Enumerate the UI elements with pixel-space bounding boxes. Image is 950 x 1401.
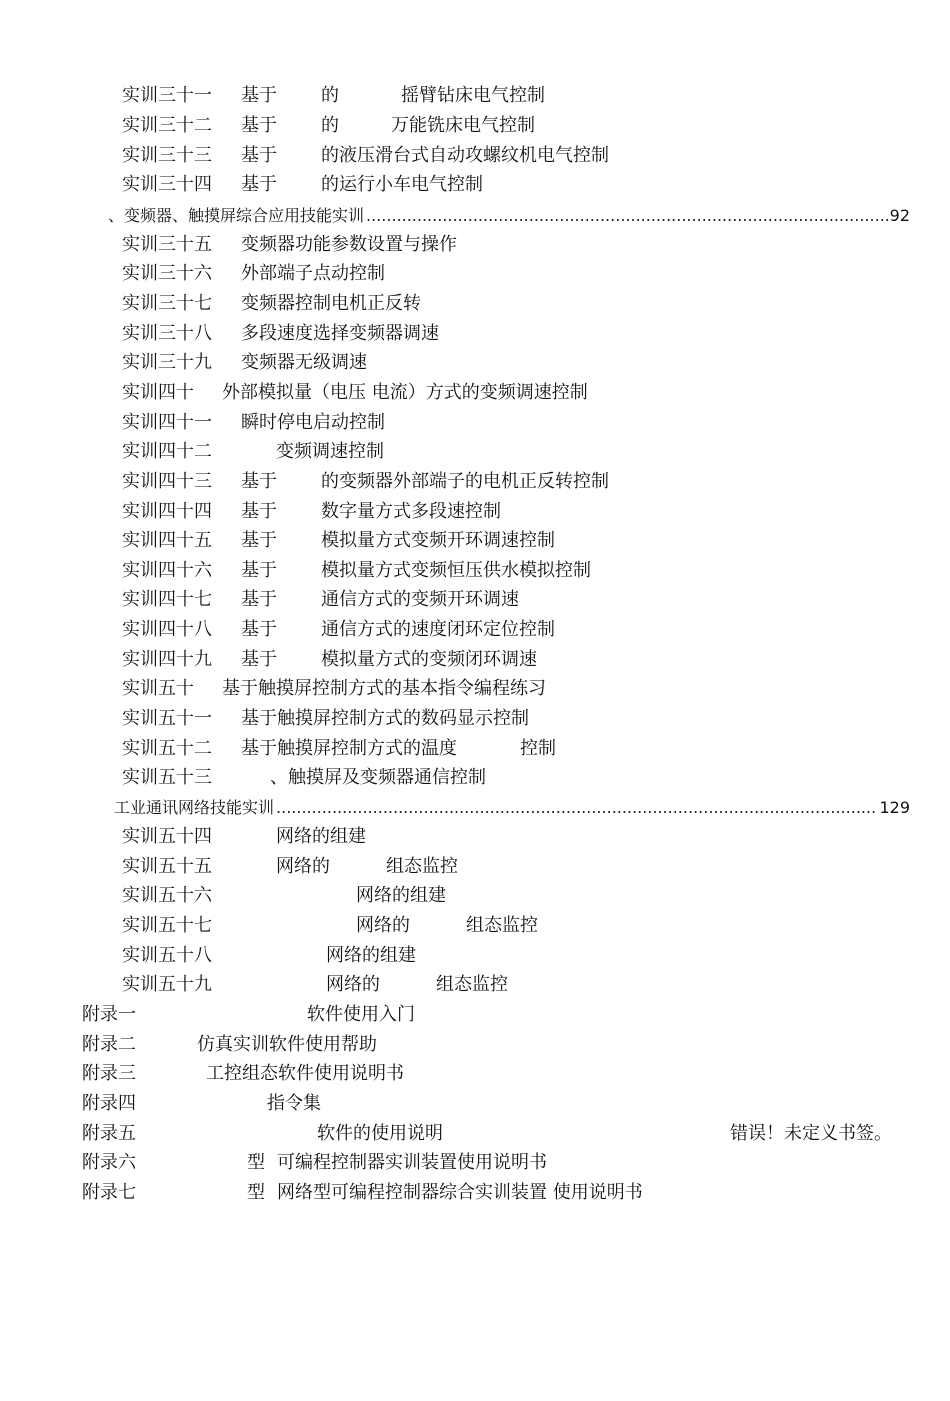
entry-number: 实训五十一 [122, 708, 212, 729]
entry-number: 实训三十三 [122, 145, 212, 166]
section-page-number: 92 [889, 206, 910, 225]
entry-text: 模拟量方式的变频闭环调速 [321, 649, 537, 670]
toc-section-heading[interactable] [108, 201, 910, 231]
entry-number: 实训五十七 [122, 915, 212, 936]
entry-text: 基于 [241, 530, 277, 551]
entry-text: 基于 [241, 589, 277, 610]
dot-leader [366, 201, 888, 231]
entry-number: 实训四十一 [122, 412, 212, 433]
entry-text: 基于 [241, 560, 277, 581]
entry-text: 瞬时停电启动控制 [241, 412, 385, 433]
entry-text: 数字量方式多段速控制 [321, 501, 501, 522]
entry-text: 摇臂钻床电气控制 [401, 85, 545, 106]
entry-text: 通信方式的变频开环调速 [321, 589, 519, 610]
entry-text: 控制 [520, 738, 556, 759]
appendix-text: 型 [247, 1182, 265, 1203]
appendix-number: 附录六 [82, 1152, 136, 1173]
dot-leader [276, 793, 877, 823]
entry-text: 网络的组建 [356, 885, 446, 906]
section-title: 、变频器、触摸屏综合应用技能实训 [108, 206, 365, 225]
entry-number: 实训五十 [122, 678, 194, 699]
appendix-text: 指令集 [267, 1093, 321, 1114]
entry-text: 通信方式的速度闭环定位控制 [321, 619, 555, 640]
entry-text: 外部模拟量（电压 电流）方式的变频调速控制 [222, 382, 588, 403]
entry-text: 网络的组建 [326, 945, 416, 966]
entry-number: 实训四十三 [122, 471, 212, 492]
entry-text: 基于 [241, 501, 277, 522]
entry-text: 外部端子点动控制 [241, 263, 385, 284]
entry-number: 实训五十二 [122, 738, 212, 759]
appendix-text: 型 [247, 1152, 265, 1173]
entry-number: 实训三十八 [122, 323, 212, 344]
entry-number: 实训四十八 [122, 619, 212, 640]
appendix-text: 仿真实训软件使用帮助 [197, 1034, 377, 1055]
entry-text: 基于触摸屏控制方式的数码显示控制 [241, 708, 529, 729]
entry-text: 组态监控 [466, 915, 538, 936]
entry-text: 模拟量方式变频开环调速控制 [321, 530, 555, 551]
entry-text: 基于 [241, 619, 277, 640]
appendix-number: 附录一 [82, 1004, 136, 1025]
entry-text: 的变频器外部端子的电机正反转控制 [321, 471, 609, 492]
entry-number: 实训五十六 [122, 885, 212, 906]
entry-text: 的 [321, 85, 339, 106]
entry-text: 、触摸屏及变频器通信控制 [270, 767, 486, 788]
appendix-text: 可编程控制器实训装置使用说明书 [277, 1152, 547, 1173]
entry-text: 组态监控 [436, 974, 508, 995]
entry-number: 实训五十九 [122, 974, 212, 995]
entry-number: 实训四十四 [122, 501, 212, 522]
toc-section-heading[interactable] [114, 793, 910, 823]
entry-text: 基于触摸屏控制方式的基本指令编程练习 [222, 678, 546, 699]
entry-text: 的 [321, 115, 339, 136]
entry-text: 变频器功能参数设置与操作 [241, 234, 457, 255]
entry-text: 网络的 [356, 915, 410, 936]
entry-number: 实训三十七 [122, 293, 212, 314]
entry-number: 实训五十四 [122, 826, 212, 847]
entry-text: 的运行小车电气控制 [321, 174, 483, 195]
entry-number: 实训三十二 [122, 115, 212, 136]
entry-text: 组态监控 [386, 856, 458, 877]
entry-number: 实训四十二 [122, 441, 212, 462]
appendix-text: 软件使用入门 [307, 1004, 415, 1025]
entry-number: 实训五十五 [122, 856, 212, 877]
entry-text: 多段速度选择变频器调速 [241, 323, 439, 344]
entry-text: 模拟量方式变频恒压供水模拟控制 [321, 560, 591, 581]
entry-number: 实训四十九 [122, 649, 212, 670]
appendix-number: 附录七 [82, 1182, 136, 1203]
entry-text: 基于触摸屏控制方式的温度 [241, 738, 457, 759]
entry-text: 基于 [241, 471, 277, 492]
entry-number: 实训四十七 [122, 589, 212, 610]
section-page-number: 129 [879, 798, 910, 817]
entry-number: 实训三十五 [122, 234, 212, 255]
entry-text: 基于 [241, 174, 277, 195]
appendix-text: 工控组态软件使用说明书 [206, 1063, 404, 1084]
entry-text: 变频器无级调速 [241, 352, 367, 373]
entry-number: 实训三十一 [122, 85, 212, 106]
entry-text: 网络的组建 [276, 826, 366, 847]
appendix-number: 附录二 [82, 1034, 136, 1055]
bookmark-error-text: 错误！未定义书签。 [730, 1123, 892, 1144]
entry-number: 实训四十五 [122, 530, 212, 551]
entry-text: 变频调速控制 [276, 441, 384, 462]
appendix-number: 附录三 [82, 1063, 136, 1084]
entry-text: 网络的 [276, 856, 330, 877]
entry-text: 基于 [241, 649, 277, 670]
entry-text: 基于 [241, 85, 277, 106]
section-title: 工业通讯网络技能实训 [114, 798, 275, 817]
entry-text: 万能铣床电气控制 [391, 115, 535, 136]
entry-number: 实训三十六 [122, 263, 212, 284]
entry-text: 基于 [241, 145, 277, 166]
appendix-number: 附录四 [82, 1093, 136, 1114]
entry-number: 实训三十九 [122, 352, 212, 373]
entry-number: 实训五十三 [122, 767, 212, 788]
entry-number: 实训五十八 [122, 945, 212, 966]
entry-number: 实训四十 [122, 382, 194, 403]
appendix-text: 软件的使用说明 [317, 1123, 443, 1144]
entry-number: 实训三十四 [122, 174, 212, 195]
entry-text: 基于 [241, 115, 277, 136]
appendix-text: 网络型可编程控制器综合实训装置 使用说明书 [277, 1182, 643, 1203]
entry-text: 的液压滑台式自动攻螺纹机电气控制 [321, 145, 609, 166]
entry-number: 实训四十六 [122, 560, 212, 581]
entry-text: 网络的 [326, 974, 380, 995]
appendix-number: 附录五 [82, 1123, 136, 1144]
entry-text: 变频器控制电机正反转 [241, 293, 421, 314]
